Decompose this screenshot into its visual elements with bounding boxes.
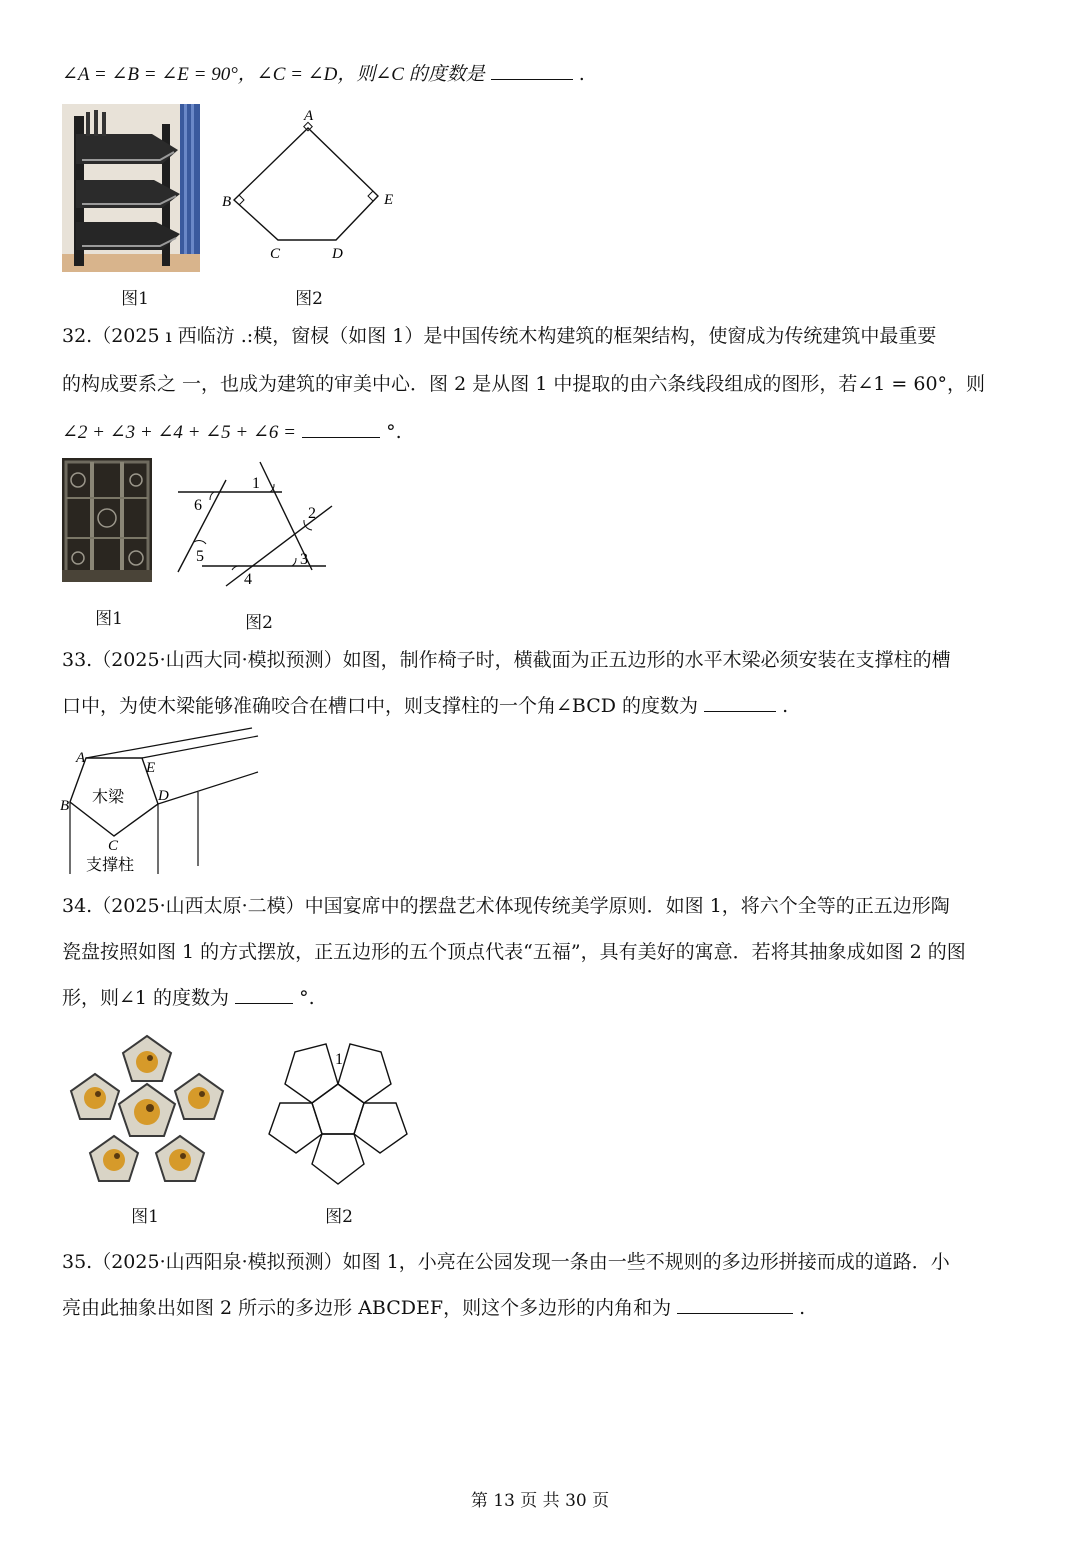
post-label: 支撑柱 [86, 857, 135, 874]
angle-label-4: 4 [244, 571, 252, 588]
q33-line2: 口中，为使木梁能够准确咬合在槽口中，则支撑柱的一个角∠BCD 的度数为 . [62, 695, 789, 717]
q33-line1: 33.（2025·山西大同·模拟预测）如图，制作椅子时，横截面为正五边形的水平木梁必须安装在支撑柱的槽 [62, 649, 951, 671]
vertex-label-b: B [222, 194, 232, 210]
vertex-label-a: A [76, 750, 86, 766]
q31-text: ∠A = ∠B = ∠E = 90°，∠C = ∠D，则∠C 的度数是 . [62, 63, 585, 85]
q31-pentagon-figure [222, 108, 402, 268]
vertex-label-d: D [332, 246, 343, 262]
q32-line2: 的构成要系之 一，也成为建筑的审美中心．图 2 是从图 1 中提取的由六条线段组成的图形，若∠1 = 60°，则 [62, 373, 986, 395]
angle-label-5: 5 [196, 548, 204, 565]
page-footer: 第 13 页 共 30 页 [470, 1491, 610, 1511]
q35-line1: 35.（2025·山西阳泉·模拟预测）如图 1，小亮在公园发现一条由一些不规则的多边形拼接而成的道路．小 [62, 1251, 950, 1273]
q32-line1: 32.（2025 ı 西临汸 .:模，窗棂（如图 1）是中国传统木构建筑的框架结构，使窗成为传统建筑中最重要 [62, 325, 937, 347]
angle-label-2: 2 [308, 505, 316, 522]
q33-beam-figure [58, 726, 268, 876]
q34-line1: 34.（2025·山西太原·二模）中国宴席中的摆盘艺术体现传统美学原则．如图 1，将六个全等的正五边形陶 [62, 895, 950, 917]
q31-fig2-caption: 图2 [295, 289, 323, 309]
angle-label-1: 1 [335, 1051, 343, 1068]
q34-fig1-caption: 图1 [131, 1207, 159, 1227]
q32-hexagon-lines [172, 460, 342, 600]
angle-label-3: 3 [300, 551, 308, 568]
shelf-photo [62, 104, 200, 272]
beam-label: 木梁 [92, 789, 125, 806]
q34-line2: 瓷盘按照如图 1 的方式摆放，正五边形的五个顶点代表“五福”，具有美好的寓意．若将其抽象成如图 2 的图 [62, 941, 966, 963]
answer-blank[interactable] [491, 75, 573, 80]
vertex-label-d: D [158, 788, 169, 804]
angle-label-6: 6 [194, 497, 202, 514]
vertex-label-b: B [60, 798, 70, 814]
angle-label-1: 1 [252, 475, 260, 492]
vertex-label-e: E [384, 192, 394, 208]
answer-blank[interactable] [235, 999, 293, 1004]
window-lattice-photo [62, 458, 152, 582]
q35-line2: 亮由此抽象出如图 2 所示的多边形 ABCDEF，则这个多边形的内角和为 . [62, 1297, 806, 1319]
q32-fig1-caption: 图1 [95, 609, 123, 629]
q34-line3: 形，则∠1 的度数为 °. [62, 987, 315, 1009]
answer-blank[interactable] [704, 707, 776, 712]
q32-line3: ∠2 + ∠3 + ∠4 + ∠5 + ∠6 = °. [62, 421, 402, 443]
answer-blank[interactable] [677, 1309, 793, 1314]
vertex-label-a: A [304, 108, 314, 124]
q32-fig2-caption: 图2 [245, 613, 273, 633]
vertex-label-c: C [108, 838, 119, 854]
q34-pentagons-figure [258, 1036, 418, 1194]
q31-fig1-caption: 图1 [121, 289, 149, 309]
vertex-label-e: E [146, 760, 156, 776]
q34-fig2-caption: 图2 [325, 1207, 353, 1227]
answer-blank[interactable] [302, 433, 380, 438]
pentagon-plates-photo [62, 1032, 232, 1196]
vertex-label-c: C [270, 246, 281, 262]
